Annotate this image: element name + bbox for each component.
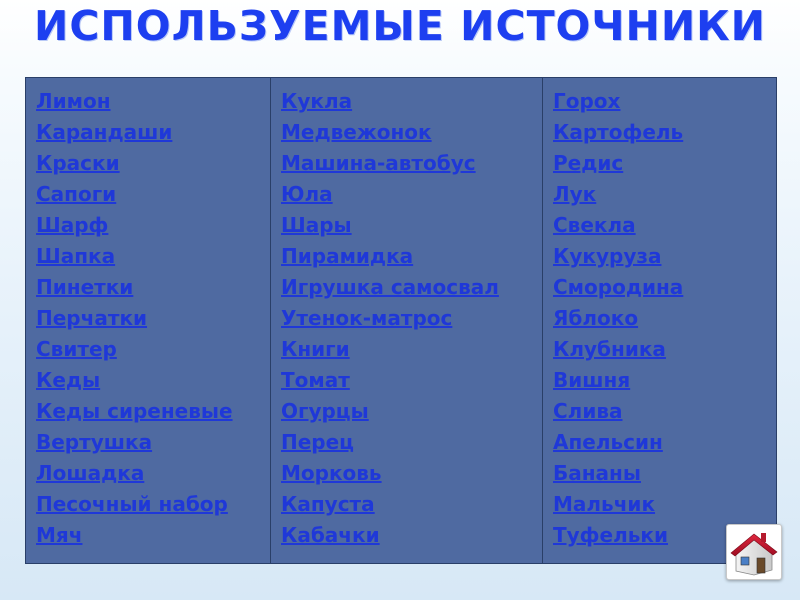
- house-icon: [727, 525, 781, 579]
- sources-column-1: [26, 78, 271, 563]
- slide-title: ИСПОЛЬЗУЕМЫЕ ИСТОЧНИКИ: [34, 2, 766, 50]
- source-link[interactable]: Томат: [281, 368, 350, 392]
- source-link[interactable]: Бананы: [553, 461, 641, 485]
- source-link[interactable]: Туфельки: [553, 523, 668, 547]
- source-link[interactable]: Пинетки: [36, 275, 134, 299]
- source-link[interactable]: Песочный набор: [36, 492, 228, 516]
- source-link[interactable]: Горох: [553, 89, 621, 113]
- source-link[interactable]: Картофель: [553, 120, 684, 144]
- source-link[interactable]: Свитер: [36, 337, 117, 361]
- source-link[interactable]: Медвежонок: [281, 120, 432, 144]
- source-link[interactable]: Сапоги: [36, 182, 117, 206]
- source-link[interactable]: Краски: [36, 151, 120, 175]
- source-link[interactable]: Апельсин: [553, 430, 663, 454]
- source-link[interactable]: Слива: [553, 399, 623, 423]
- sources-table: [25, 77, 777, 564]
- home-button[interactable]: [726, 524, 782, 580]
- source-link[interactable]: Клубника: [553, 337, 666, 361]
- source-link[interactable]: Смородина: [553, 275, 684, 299]
- source-link[interactable]: Капуста: [281, 492, 375, 516]
- source-link[interactable]: Редис: [553, 151, 624, 175]
- source-link[interactable]: Вишня: [553, 368, 631, 392]
- source-link[interactable]: Мальчик: [553, 492, 656, 516]
- source-link[interactable]: Шары: [281, 213, 352, 237]
- source-link[interactable]: Лук: [553, 182, 597, 206]
- source-link[interactable]: Машина-автобус: [281, 151, 476, 175]
- source-link[interactable]: Лимон: [36, 89, 111, 113]
- source-link[interactable]: Книги: [281, 337, 350, 361]
- source-link[interactable]: Яблоко: [553, 306, 639, 330]
- source-link[interactable]: Огурцы: [281, 399, 369, 423]
- source-link[interactable]: Шапка: [36, 244, 116, 268]
- source-link[interactable]: Кукуруза: [553, 244, 662, 268]
- source-link[interactable]: Кеды: [36, 368, 101, 392]
- source-link[interactable]: Лошадка: [36, 461, 145, 485]
- source-link[interactable]: Пирамидка: [281, 244, 414, 268]
- source-link[interactable]: Мяч: [36, 523, 83, 547]
- source-link[interactable]: Свекла: [553, 213, 636, 237]
- source-link[interactable]: Вертушка: [36, 430, 153, 454]
- source-link[interactable]: Игрушка самосвал: [281, 275, 499, 299]
- source-link[interactable]: Кабачки: [281, 523, 380, 547]
- source-link[interactable]: Шарф: [36, 213, 109, 237]
- sources-column-2: [271, 78, 543, 563]
- source-link[interactable]: Перчатки: [36, 306, 148, 330]
- source-link[interactable]: Юла: [281, 182, 333, 206]
- source-link[interactable]: Утенок-матрос: [281, 306, 453, 330]
- source-link[interactable]: Кукла: [281, 89, 353, 113]
- source-link[interactable]: Перец: [281, 430, 355, 454]
- source-link[interactable]: Кеды сиреневые: [36, 399, 233, 423]
- source-link[interactable]: Карандаши: [36, 120, 173, 144]
- source-link[interactable]: Морковь: [281, 461, 382, 485]
- sources-column-3: [543, 78, 776, 563]
